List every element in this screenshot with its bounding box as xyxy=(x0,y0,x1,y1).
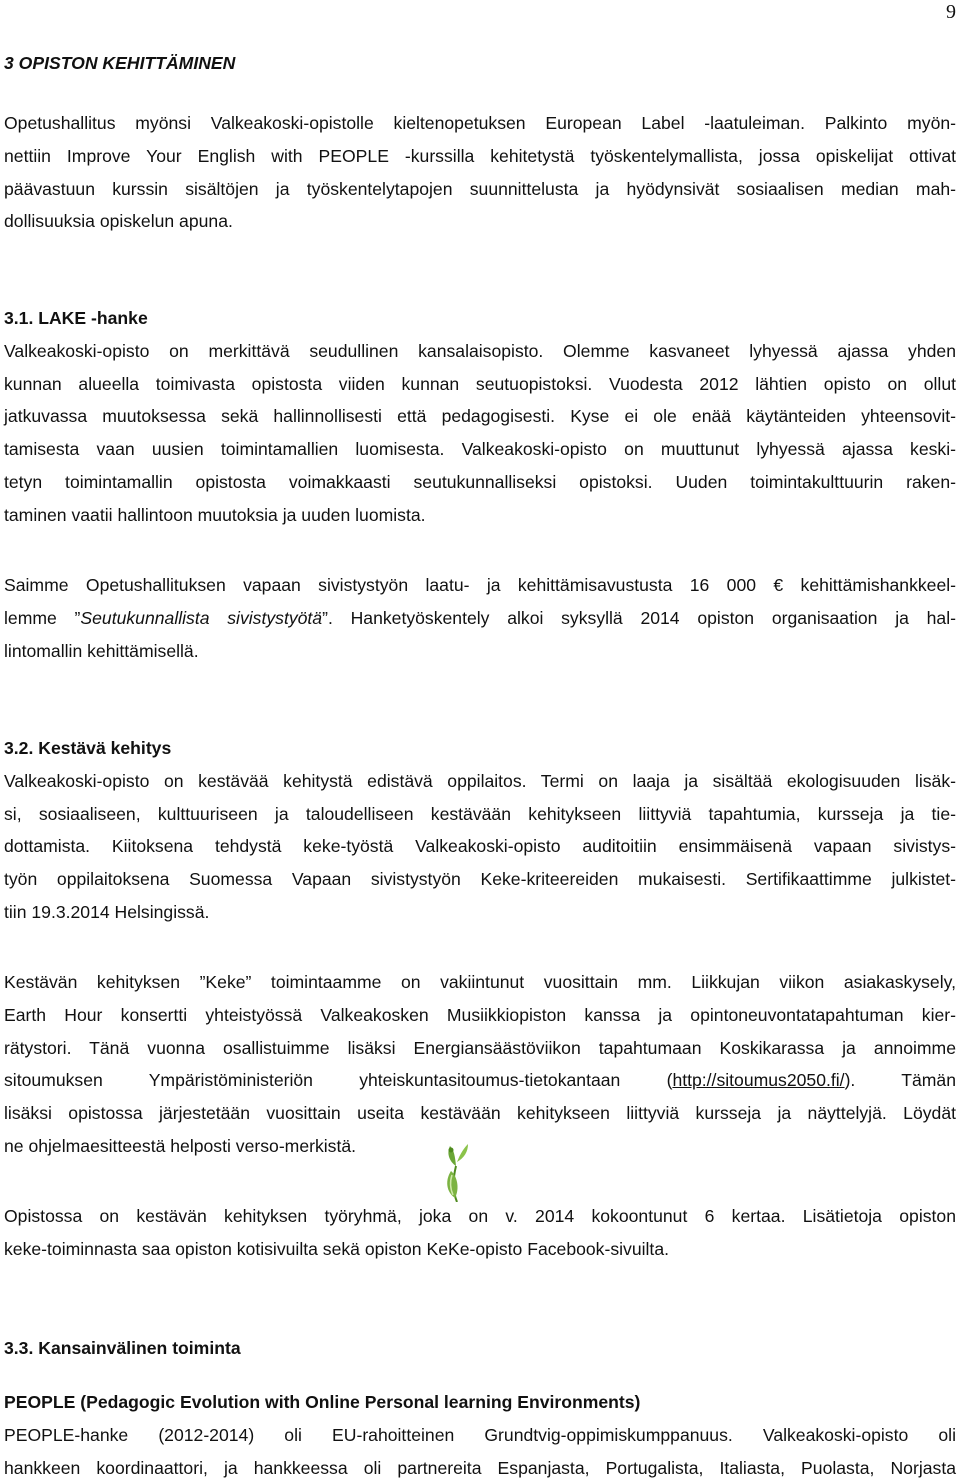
text-fragment: ”. Hanketyöskentely alkoi syksyllä 2014 opiston organisaation ja hal- xyxy=(322,607,956,628)
text-line xyxy=(4,602,956,635)
text-line: Earth Hour konsertti yhteistyössä Valkeakosken Musiikkiopiston kanssa ja opintoneuvontatapahtuman kier- xyxy=(4,1004,956,1025)
project-name: Seutukunnallista sivistystyötä xyxy=(80,607,323,628)
text-line: dollisuuksia opiskelun apuna. xyxy=(4,211,233,232)
section-3-2 xyxy=(4,732,956,929)
text-line: ne ohjelmaesitteestä helposti verso-merkistä. xyxy=(4,1135,357,1156)
text-line: taminen vaatii hallintoon muutoksia ja uuden luomista. xyxy=(4,504,426,525)
section-3-1-paragraph-2 xyxy=(4,569,956,667)
sitoumus-link[interactable]: http://sitoumus2050.fi/ xyxy=(672,1070,845,1091)
text-line: lisäksi opistossa järjestetään vuosittain useita kestävään kehitykseen liittyviä kursseja ja näyttelyjä. Löydät xyxy=(4,1103,956,1124)
text-line: jatkuvassa muutoksessa sekä hallinnollisesti että pedagogisesti. Kyse ei ole enää käytänteiden yhteensovit- xyxy=(4,406,956,427)
text-fragment: lemme ” xyxy=(4,607,81,628)
section-3-3-paragraph xyxy=(4,1386,956,1484)
text-fragment: ). Tämän xyxy=(844,1070,956,1091)
text-line: Valkeakoski-opisto on kestävää kehitystä edistävä oppilaitos. Termi on laaja ja sisältää ekologisuuden lisäk- xyxy=(4,770,956,791)
text-line: tiin 19.3.2014 Helsingissä. xyxy=(4,901,210,922)
section-3 xyxy=(4,47,956,80)
section-heading: 3.2. Kestävä kehitys xyxy=(4,738,172,758)
text-line: työn oppilaitoksena Suomessa Vapaan sivistystyön Keke-kriteereiden mukaisesti. Sertifikaattimme julkistet- xyxy=(4,869,956,890)
text-line: Valkeakoski-opisto on merkittävä seudullinen kansalaisopisto. Olemme kasvaneet lyhyessä ajassa yhden xyxy=(4,340,956,361)
section-heading: 3.1. LAKE -hanke xyxy=(4,308,148,328)
text-line: dottamista. Kiitoksena tehdystä keke-työstä Valkeakoski-opisto auditoitiin ensimmäisenä vapaan sivistys- xyxy=(4,836,956,857)
text-line: tetyn toimintamallin opistosta voimakkaasti seutukunnalliseksi opistoksi. Uuden toimintakulttuurin raken- xyxy=(4,471,956,492)
section-3-paragraph xyxy=(4,107,956,238)
text-line: rätystori. Tänä vuonna osallistuimme lisäksi Energiansäästöviikon tapahtumaan Koskikarassa ja annoimme xyxy=(4,1037,956,1058)
text-line: PEOPLE-hanke (2012-2014) oli EU-rahoitteinen Grundtvig-oppimiskumppanuus. Valkeakoski-opisto oli xyxy=(4,1424,956,1445)
text-line: Opetushallitus myönsi Valkeakoski-opistolle kieltenopetuksen European Label -laatuleiman. Palkinto myön- xyxy=(4,113,956,133)
text-line: nettiin Improve Your English with PEOPLE -kurssilla kehitetystä työskentelymallista, jossa opiskelijat ottivat xyxy=(4,145,956,166)
section-3-2-paragraph-2 xyxy=(4,966,956,1163)
subheading: PEOPLE (Pedagogic Evolution with Online Personal learning Environments) xyxy=(4,1392,641,1412)
leaf-sprout-icon xyxy=(440,1140,470,1207)
text-line: keke-toiminnasta saa opiston kotisivuilta sekä opiston KeKe-opisto Facebook-sivuilta. xyxy=(4,1238,669,1259)
text-line: kunnan alueella toimivasta opistosta viiden kunnan seutuopistoksi. Vuodesta 2012 lähtien opisto on ollut xyxy=(4,373,956,394)
page-number: 9 xyxy=(946,1,956,23)
text-fragment: sitoumuksen Ympäristöministeriön yhteiskuntasitoumus-tietokantaan ( xyxy=(4,1070,673,1091)
text-line: lintomallin kehittämisellä. xyxy=(4,640,199,661)
text-line: si, sosiaaliseen, kulttuuriseen ja taloudelliseen kestävään kehitykseen liittyviä tapahtumia, kursseja ja tie- xyxy=(4,803,956,824)
section-heading: 3.3. Kansainvälinen toiminta xyxy=(4,1338,241,1358)
text-line xyxy=(4,1064,956,1097)
text-line: hankkeen koordinaattori, ja hankkeessa oli partnereita Espanjasta, Portugalista, Italiasta, Puolasta, Norjasta xyxy=(4,1457,956,1478)
text-line: Kestävän kehityksen ”Keke” toimintaamme on vakiintunut vuosittain mm. Liikkujan viikon asiakaskysely, xyxy=(4,972,956,992)
section-3-1 xyxy=(4,302,956,532)
text-line: päävastuun kurssin sisältöjen ja työskentelytapojen suunnittelusta ja hyödynsivät sosiaalisen median mah- xyxy=(4,178,956,199)
section-3-2-paragraph-3 xyxy=(4,1200,956,1266)
text-line: tamisesta vaan uusien toimintamallien luomisesta. Valkeakoski-opisto on muuttunut lyhyessä ajassa keski- xyxy=(4,439,956,460)
section-heading: 3 OPISTON KEHITTÄMINEN xyxy=(4,53,236,73)
text-line: Saimme Opetushallituksen vapaan sivistystyön laatu- ja kehittämisavustusta 16 000 € kehittämishankkeel- xyxy=(4,575,956,595)
section-3-3 xyxy=(4,1332,956,1365)
text-line: Opistossa on kestävän kehityksen työryhmä, joka on v. 2014 kokoontunut 6 kertaa. Lisätietoja opiston xyxy=(4,1206,956,1226)
